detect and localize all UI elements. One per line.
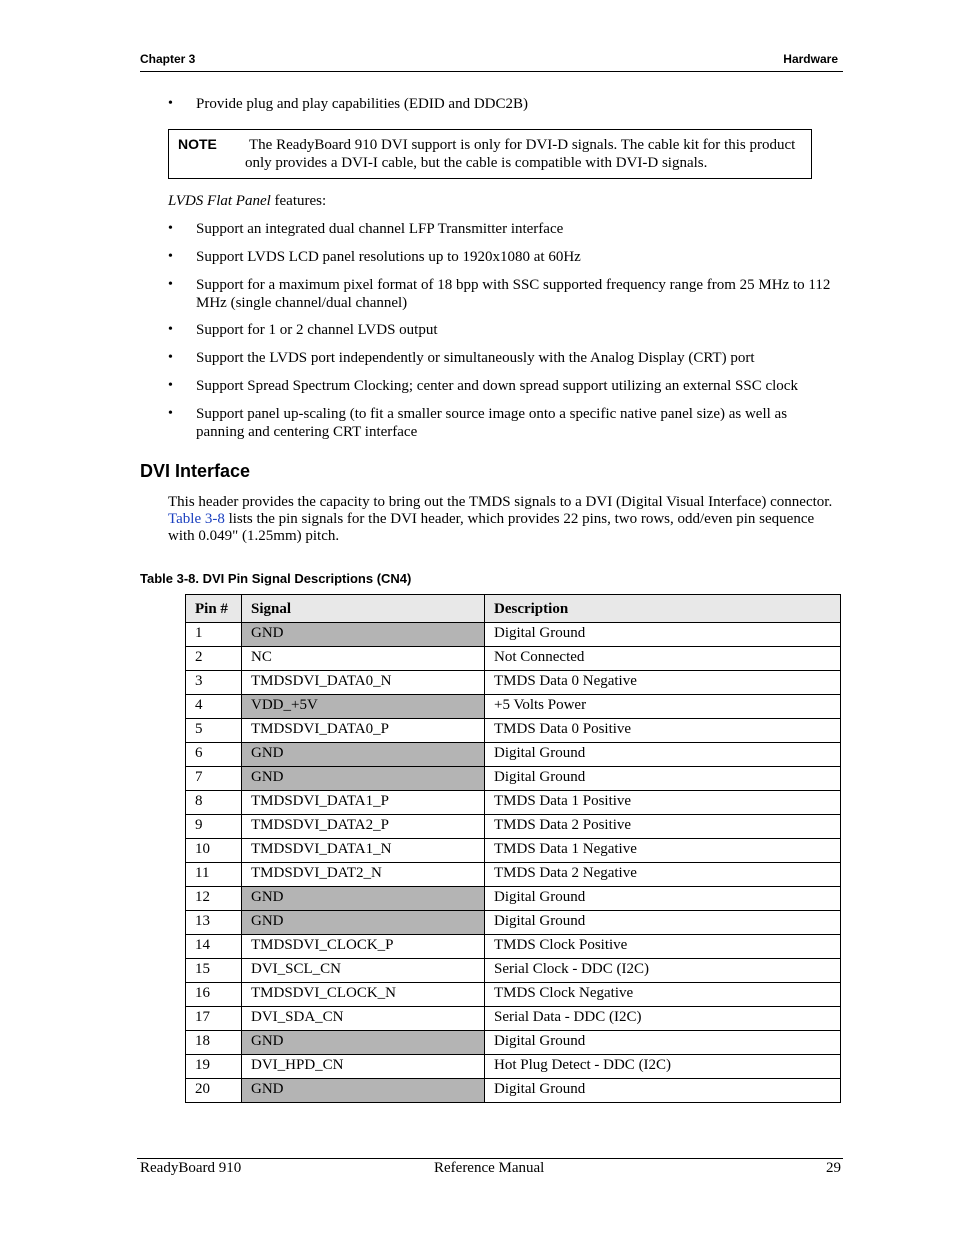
pin-cell: 8 <box>186 791 242 815</box>
signal-cell: GND <box>242 743 485 767</box>
signal-cell: DVI_HPD_CN <box>242 1055 485 1079</box>
signal-cell: TMDSDVI_DATA1_P <box>242 791 485 815</box>
description-cell: TMDS Data 1 Positive <box>485 791 841 815</box>
bullet-text: Support for a maximum pixel format of 18 bpp with SSC supported frequency range from 25 MHz to 112 MHz (single channel/dual channel) <box>196 277 831 311</box>
table-row <box>186 839 841 863</box>
description-cell: TMDS Data 0 Negative <box>485 671 841 695</box>
list-item <box>168 321 836 339</box>
footer-doc-title: Reference Manual <box>434 1160 545 1176</box>
column-header-pin: Pin # <box>186 595 242 623</box>
description-cell: Serial Clock - DDC (I2C) <box>485 959 841 983</box>
signal-cell: TMDSDVI_DATA0_P <box>242 719 485 743</box>
pin-cell: 9 <box>186 815 242 839</box>
pin-cell: 5 <box>186 719 242 743</box>
bullet-text: Support LVDS LCD panel resolutions up to 1920x1080 at 60Hz <box>196 249 581 265</box>
table-row <box>186 959 841 983</box>
table-row <box>186 695 841 719</box>
description-cell: TMDS Data 0 Positive <box>485 719 841 743</box>
note-box <box>168 129 812 179</box>
signal-cell: VDD_+5V <box>242 695 485 719</box>
description-cell: Digital Ground <box>485 743 841 767</box>
signal-cell: TMDSDVI_DATA1_N <box>242 839 485 863</box>
table-row <box>186 791 841 815</box>
table-row <box>186 935 841 959</box>
page-number: 29 <box>826 1160 841 1176</box>
bullet-text: Support Spread Spectrum Clocking; center and down spread support utilizing an external SSC clock <box>196 378 798 394</box>
table-row <box>186 911 841 935</box>
dvi-pin-table <box>185 594 841 1103</box>
pin-cell: 14 <box>186 935 242 959</box>
signal-cell: TMDSDVI_DAT2_N <box>242 863 485 887</box>
description-cell: Digital Ground <box>485 767 841 791</box>
signal-cell: GND <box>242 767 485 791</box>
bullet-icon: • <box>168 378 173 393</box>
description-cell: TMDS Data 2 Positive <box>485 815 841 839</box>
signal-cell: DVI_SDA_CN <box>242 1007 485 1031</box>
footer-rule <box>137 1158 843 1159</box>
table-row <box>186 1031 841 1055</box>
table-row <box>186 983 841 1007</box>
table-row <box>186 743 841 767</box>
footer-product: ReadyBoard 910 <box>140 1160 242 1176</box>
column-header-signal: Signal <box>242 595 485 623</box>
pin-cell: 1 <box>186 623 242 647</box>
signal-cell: NC <box>242 647 485 671</box>
pin-cell: 7 <box>186 767 242 791</box>
pin-cell: 11 <box>186 863 242 887</box>
table-row <box>186 647 841 671</box>
description-cell: Digital Ground <box>485 911 841 935</box>
lvds-intro <box>168 193 326 210</box>
pin-cell: 2 <box>186 647 242 671</box>
description-cell: TMDS Data 1 Negative <box>485 839 841 863</box>
table-row <box>186 623 841 647</box>
dvi-paragraph <box>168 494 843 545</box>
table-row <box>186 815 841 839</box>
pin-cell: 20 <box>186 1079 242 1103</box>
section-label: Hardware <box>783 52 838 66</box>
table-row <box>186 767 841 791</box>
bullet-icon: • <box>168 406 173 421</box>
table-row <box>186 887 841 911</box>
bullet-icon: • <box>168 350 173 365</box>
pin-cell: 6 <box>186 743 242 767</box>
pin-cell: 16 <box>186 983 242 1007</box>
section-title: DVI Interface <box>140 461 251 481</box>
pin-cell: 18 <box>186 1031 242 1055</box>
table-row <box>186 1079 841 1103</box>
description-cell: Digital Ground <box>485 1079 841 1103</box>
description-cell: Digital Ground <box>485 623 841 647</box>
description-cell: Hot Plug Detect - DDC (I2C) <box>485 1055 841 1079</box>
description-cell: TMDS Data 2 Negative <box>485 863 841 887</box>
signal-cell: GND <box>242 887 485 911</box>
signal-cell: DVI_SCL_CN <box>242 959 485 983</box>
running-header <box>140 52 838 66</box>
list-item <box>168 248 836 266</box>
list-item <box>168 95 836 113</box>
dvi-paragraph-end: lists the pin signals for the DVI header, which provides 22 pins, two rows, odd/even pin sequence with 0.049" (1.25mm) pitch. <box>168 511 815 544</box>
signal-cell: TMDSDVI_DATA2_P <box>242 815 485 839</box>
bullet-text: Support the LVDS port independently or simultaneously with the Analog Display (CRT) port <box>196 350 755 366</box>
list-item <box>168 377 836 395</box>
description-cell: Serial Data - DDC (I2C) <box>485 1007 841 1031</box>
table-caption: Table 3-8. DVI Pin Signal Descriptions (CN4) <box>140 571 412 586</box>
table-row <box>186 863 841 887</box>
description-cell: Digital Ground <box>485 1031 841 1055</box>
pin-cell: 10 <box>186 839 242 863</box>
pin-cell: 15 <box>186 959 242 983</box>
pin-cell: 12 <box>186 887 242 911</box>
dvi-paragraph-start: This header provides the capacity to bring out the TMDS signals to a DVI (Digital Visual Interface) connector. <box>168 494 833 510</box>
table-row <box>186 1055 841 1079</box>
pin-cell: 4 <box>186 695 242 719</box>
header-rule <box>140 71 843 72</box>
table-row <box>186 719 841 743</box>
table-header-row <box>186 595 841 623</box>
note-text: The ReadyBoard 910 DVI support is only for DVI-D signals. The cable kit for this product only provides a DVI-I cable, but the cable is compatible with DVI-D signals. <box>245 137 796 171</box>
description-cell: TMDS Clock Negative <box>485 983 841 1007</box>
table-row <box>186 671 841 695</box>
bullet-icon: • <box>168 96 173 111</box>
lvds-intro-italic: LVDS Flat Panel <box>168 193 271 209</box>
bullet-icon: • <box>168 221 173 236</box>
signal-cell: GND <box>242 911 485 935</box>
description-cell: Not Connected <box>485 647 841 671</box>
bullet-icon: • <box>168 322 173 337</box>
bullet-text: Provide plug and play capabilities (EDID and DDC2B) <box>196 96 529 112</box>
description-cell: Digital Ground <box>485 887 841 911</box>
bullet-text: Support an integrated dual channel LFP Transmitter interface <box>196 221 564 237</box>
signal-cell: TMDSDVI_CLOCK_P <box>242 935 485 959</box>
table-row <box>186 1007 841 1031</box>
column-header-description: Description <box>485 595 841 623</box>
pin-cell: 19 <box>186 1055 242 1079</box>
list-item <box>168 220 836 238</box>
signal-cell: TMDSDVI_DATA0_N <box>242 671 485 695</box>
pin-cell: 17 <box>186 1007 242 1031</box>
chapter-label: Chapter 3 <box>140 52 196 66</box>
signal-cell: GND <box>242 1031 485 1055</box>
bullet-icon: • <box>168 277 173 292</box>
signal-cell: TMDSDVI_CLOCK_N <box>242 983 485 1007</box>
list-item <box>168 349 836 367</box>
bullet-text: Support panel up-scaling (to fit a smaller source image onto a specific native panel size) as well as panning and centering CRT interface <box>196 406 788 440</box>
description-cell: TMDS Clock Positive <box>485 935 841 959</box>
bullet-text: Support for 1 or 2 channel LVDS output <box>196 322 438 338</box>
table-reference-link[interactable]: Table 3-8 <box>168 511 225 527</box>
lvds-intro-rest: features: <box>270 193 327 209</box>
pin-cell: 3 <box>186 671 242 695</box>
list-item <box>168 405 836 441</box>
signal-cell: GND <box>242 623 485 647</box>
description-cell: +5 Volts Power <box>485 695 841 719</box>
signal-cell: GND <box>242 1079 485 1103</box>
bullet-icon: • <box>168 249 173 264</box>
list-item <box>168 276 836 312</box>
pin-cell: 13 <box>186 911 242 935</box>
note-label: NOTE <box>178 136 217 152</box>
